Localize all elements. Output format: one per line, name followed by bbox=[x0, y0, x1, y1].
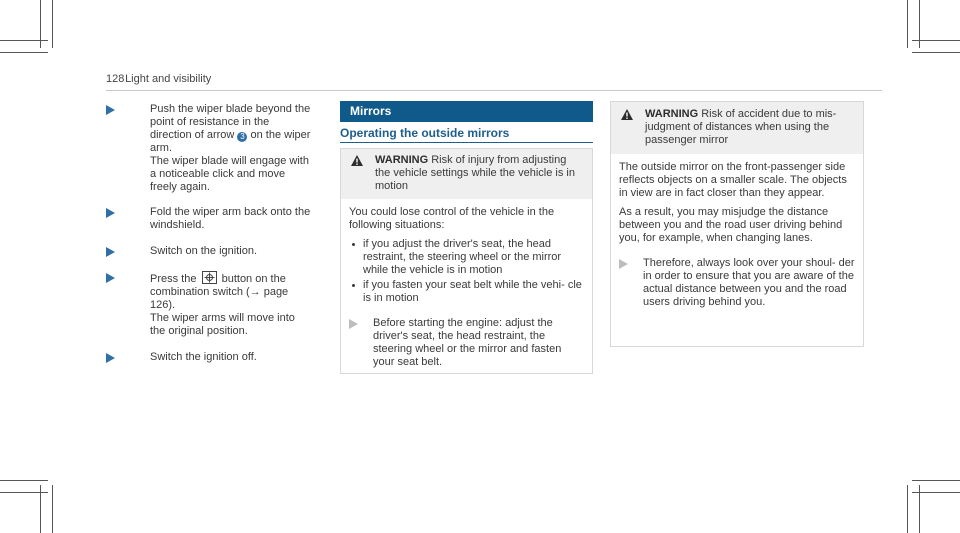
warning-action bbox=[619, 257, 855, 309]
crop-mark bbox=[0, 52, 48, 53]
warning-header bbox=[341, 149, 592, 199]
warning-triangle-icon bbox=[351, 155, 363, 166]
arrow-right-icon bbox=[349, 319, 358, 329]
crop-mark bbox=[0, 480, 48, 481]
header-section: Light and visibility bbox=[125, 73, 212, 85]
step-note: The wiper arms will move into the original position. bbox=[150, 312, 295, 337]
instruction-step bbox=[106, 245, 312, 258]
section-title: Operating the outside mirrors bbox=[340, 126, 510, 140]
warning-label: WARNING bbox=[645, 108, 699, 120]
step-text: Switch on the ignition. bbox=[150, 245, 258, 257]
crop-mark bbox=[912, 40, 960, 41]
list-item: if you adjust the driver's seat, the head restraint, the steering wheel or the mirror while the vehicle is in motion bbox=[349, 238, 584, 277]
crop-mark bbox=[52, 0, 53, 48]
windshield-wiper-key-icon bbox=[202, 271, 217, 284]
page-number: 128 bbox=[106, 73, 125, 85]
crop-mark bbox=[907, 485, 908, 533]
page-header bbox=[106, 73, 882, 89]
arrow-right-icon bbox=[106, 208, 115, 218]
header-divider bbox=[106, 90, 882, 91]
warning-heading: Risk of injury from adjusting the vehicle settings while the vehicle is in motion bbox=[375, 154, 575, 192]
crop-mark bbox=[912, 480, 960, 481]
warning-paragraph: As a result, you may misjudge the distance between you and the road user driving behind you, for example, when changing lanes. bbox=[619, 206, 843, 244]
instruction-step bbox=[106, 351, 312, 364]
warning-action bbox=[349, 317, 584, 369]
step-text: Push the wiper blade beyond the point of resistance in the direction of arrow bbox=[150, 103, 311, 141]
arrow-right-icon bbox=[106, 353, 115, 363]
callout-number: 3 bbox=[237, 132, 247, 142]
arrow-right-icon bbox=[106, 247, 115, 257]
crop-mark bbox=[0, 492, 48, 493]
warning-triangle-icon bbox=[621, 109, 633, 120]
crop-mark bbox=[907, 0, 908, 48]
warning-box bbox=[610, 101, 864, 347]
crop-mark bbox=[52, 485, 53, 533]
step-text: Switch the ignition off. bbox=[150, 351, 257, 363]
instruction-step bbox=[106, 206, 312, 232]
warning-body bbox=[341, 199, 592, 369]
warning-box bbox=[340, 148, 593, 374]
step-text: button on the combination switch (→ page 126). bbox=[150, 273, 289, 311]
step-text: Fold the wiper arm back onto the windshield. bbox=[150, 206, 311, 231]
crop-mark bbox=[0, 40, 48, 41]
step-text: on the wiper arm. bbox=[150, 129, 311, 154]
step-note: The wiper blade will engage with a noticeable click and move freely again. bbox=[150, 155, 309, 193]
crop-mark bbox=[912, 492, 960, 493]
warning-list bbox=[349, 238, 584, 305]
instruction-step bbox=[106, 271, 312, 338]
arrow-right-icon bbox=[619, 259, 628, 269]
arrow-right-icon bbox=[106, 105, 115, 115]
warning-body bbox=[611, 154, 863, 309]
action-text: Before starting the engine: adjust the driver's seat, the head restraint, the steering wheel or the mirror and fasten your seat belt. bbox=[373, 317, 562, 368]
list-item: if you fasten your seat belt while the vehi- cle is in motion bbox=[349, 279, 584, 305]
action-text: Therefore, always look over your shoul- der in order to ensure that you are aware of the actual distance between you and the road users driving behind you. bbox=[643, 257, 855, 308]
warning-paragraph: The outside mirror on the front-passenger side reflects objects on a smaller scale. The objects in view are in fact closer than they appear. bbox=[619, 161, 847, 199]
left-column bbox=[106, 103, 312, 377]
warning-label: WARNING bbox=[375, 154, 429, 166]
section-title-divider bbox=[340, 142, 593, 143]
warning-intro: You could lose control of the vehicle in the following situations: bbox=[349, 206, 555, 231]
crop-mark bbox=[912, 52, 960, 53]
arrow-right-icon bbox=[106, 273, 115, 283]
section-bar: Mirrors bbox=[340, 101, 593, 122]
warning-header bbox=[611, 102, 863, 154]
warning-heading: Risk of accident due to mis- judgment of distances when using the passenger mirror bbox=[645, 108, 837, 146]
instruction-step bbox=[106, 103, 312, 194]
step-text: Press the bbox=[150, 273, 197, 285]
